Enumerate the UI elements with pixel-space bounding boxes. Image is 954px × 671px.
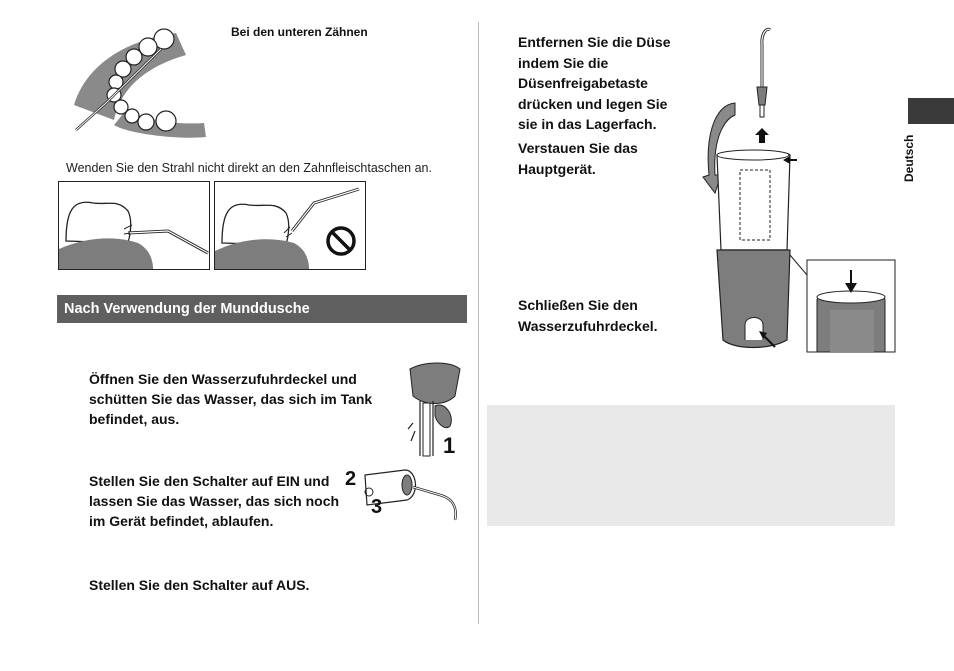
arrow-icon <box>755 128 769 143</box>
correct-jet-illustration <box>58 181 210 270</box>
caption-lower-teeth: Bei den unteren Zähnen <box>231 25 368 39</box>
step-store-unit: Verstauen Sie das Hauptgerät. <box>518 140 638 177</box>
note-box <box>487 405 895 526</box>
pour-water-illustration <box>405 361 467 461</box>
drain-illustration <box>345 465 465 525</box>
gum-pocket-warning: Wenden Sie den Strahl nicht direkt an den Zahnfleischtaschen an. <box>66 161 432 175</box>
step-empty-tank: Öffnen Sie den Wasserzufuhrdeckel und schütten Sie das Wasser, das sich im Tank befindet, aus. <box>89 371 373 427</box>
device-storage-illustration <box>695 25 900 360</box>
language-label: Deutsch <box>902 134 916 182</box>
figure-number-1: 1 <box>443 433 456 458</box>
figure-number-3: 3 <box>371 496 383 518</box>
column-divider <box>478 22 479 624</box>
lower-teeth-illustration <box>66 25 216 140</box>
wrong-jet-illustration <box>214 181 366 270</box>
step-remove-nozzle: Entfernen Sie die Düse indem Sie die Düsenfreigabetaste drücken und legen Sie sie in das Lagerfach. <box>518 34 671 132</box>
language-tab <box>908 98 954 124</box>
section-title: Nach Verwendung der Munddusche <box>57 295 467 323</box>
step-close-cover: Schließen Sie den Wasserzufuhrdeckel. <box>518 297 658 334</box>
figure-number-2: 2 <box>345 468 357 490</box>
step-switch-off: Stellen Sie den Schalter auf AUS. <box>89 577 310 593</box>
step-switch-on: Stellen Sie den Schalter auf EIN und lassen Sie das Wasser, das sich noch im Gerät befindet, ablaufen. <box>89 473 340 529</box>
